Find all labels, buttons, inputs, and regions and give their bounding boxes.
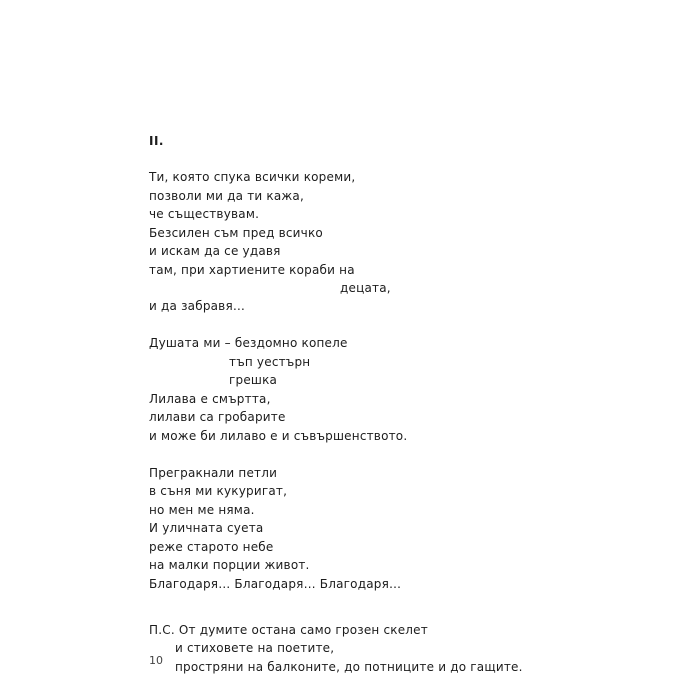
postscript-line: простряни на балконите, до потниците и до гащите. bbox=[175, 660, 523, 674]
poem-line: Благодаря… Благодаря… Благодаря… bbox=[149, 577, 402, 591]
poem-line: децата, bbox=[340, 281, 391, 295]
poem-line: Душата ми – бездомно копеле bbox=[149, 336, 348, 350]
poem-line: и искам да се удавя bbox=[149, 244, 281, 258]
poem-line: Безсилен съм пред всичко bbox=[149, 226, 323, 240]
page-number: 10 bbox=[149, 654, 163, 667]
poem-line: там, при хартиените кораби на bbox=[149, 263, 355, 277]
poem-line: реже старото небе bbox=[149, 540, 274, 554]
poem-line: грешка bbox=[229, 373, 278, 387]
poem-line: позволи ми да ти кажа, bbox=[149, 189, 304, 203]
poem-line: тъп уестърн bbox=[229, 355, 311, 369]
poem-line: че съществувам. bbox=[149, 207, 260, 221]
poem-line: но мен ме няма. bbox=[149, 503, 255, 517]
poem-line: и може би лилаво е и съвършенството. bbox=[149, 429, 408, 443]
postscript-line: П.С. От думите остана само грозен скелет bbox=[149, 623, 428, 637]
poem-line: Ти, която спука всички кореми, bbox=[149, 170, 356, 184]
poem-line: на малки порции живот. bbox=[149, 558, 310, 572]
poem-line: Лилава е смъртта, bbox=[149, 392, 271, 406]
poem-line: и да забравя… bbox=[149, 299, 246, 313]
poem-line: лилави са гробарите bbox=[149, 410, 286, 424]
poem-line: Прегракнали петли bbox=[149, 466, 278, 480]
postscript-line: и стиховете на поетите, bbox=[175, 641, 335, 655]
poem-line: в съня ми кукуригат, bbox=[149, 484, 288, 498]
section-title: II. bbox=[149, 134, 164, 148]
poem-line: И уличната суета bbox=[149, 521, 264, 535]
